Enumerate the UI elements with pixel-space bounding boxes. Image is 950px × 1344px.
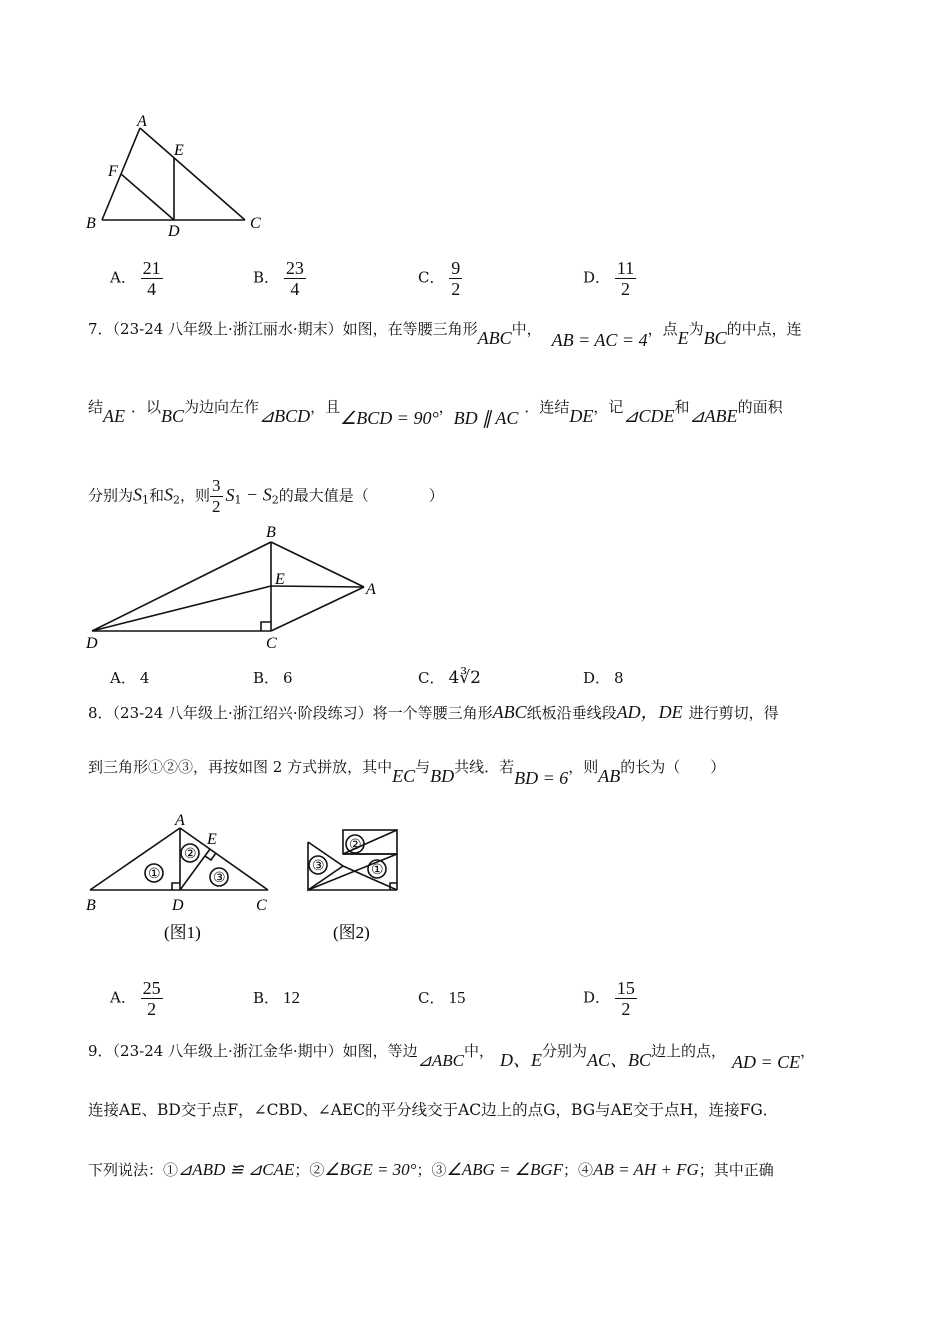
q7-label-b: B (266, 524, 276, 541)
q7-right-angle-mark (261, 622, 271, 631)
q8-line-1: 8．（23-24 八年级上·浙江绍兴·阶段练习）将一个等腰三角形ABC纸板沿垂线段AD，DE 进行剪切，得 (88, 702, 779, 722)
q7-segment-de (92, 586, 271, 631)
q8f1-label-b: B (86, 897, 96, 914)
q7-line-1: 7．（23-24 八年级上·浙江丽水·期末）如图，在等腰三角形ABC中，AB = AC = 4，点E为BC的中点，连 (88, 320, 802, 350)
q6-option-a-fraction: $\frac{21}{4}$ (142, 258, 161, 299)
q8f1-label-c: C (256, 897, 267, 914)
q7-side-ba (271, 542, 364, 587)
q6-figure (82, 110, 272, 240)
q6-label-c: C (250, 215, 261, 232)
q6-option-b-fraction: $\frac{23}{4}$ (285, 258, 304, 299)
q8f2-caption: (图2) (333, 923, 370, 942)
q7-option-a[interactable]: A． 4 (110, 669, 150, 687)
q6-side-ac (140, 128, 245, 220)
q8f1-side-ab (90, 828, 180, 890)
q8-line-2: 到三角形①②③，再按如图 2 方式拼放，其中EC与BD共线．若BD = 6，则AB的长为（ ） (88, 758, 726, 788)
q6-label-b: B (86, 215, 96, 232)
q8-option-a-fraction: $\frac{25}{2}$ (142, 978, 161, 1019)
q6-option-c[interactable]: C． $\frac{9}{2}$ (418, 258, 461, 299)
q9-line-3: 下列说法：①⊿ABD ≌ ⊿CAE；②∠BGE = 30°；③∠ABG = ∠BGF；④AB = AH + FG；其中正确 (88, 1160, 774, 1179)
q7-line-2: 结AE ．以BC为边向左作⊿BCD，且∠BCD = 90°，BD ∥ AC．连结DE，记⊿CDE和⊿ABE的面积 (88, 398, 783, 428)
q6-label-f: F (108, 163, 118, 180)
q7-label-d: D (86, 635, 98, 652)
q8f2-num-2: ② (349, 838, 362, 853)
q8-option-d[interactable]: D． $\frac{15}{2}$ (583, 978, 635, 1019)
q8f1-num-2: ② (184, 847, 197, 862)
q7-side-db (92, 542, 271, 631)
q8f1-caption: (图1) (164, 923, 201, 942)
q7-figure (82, 520, 382, 655)
q6-option-a[interactable]: A． $\frac{21}{4}$ (110, 258, 161, 299)
q6-option-d-fraction: $\frac{11}{2}$ (616, 258, 635, 299)
q8f1-label-e: E (207, 831, 217, 848)
q8-option-a[interactable]: A． $\frac{25}{2}$ (110, 978, 161, 1019)
q8-option-c[interactable]: C． 15 (418, 988, 466, 1007)
q8f2-num-3: ③ (312, 859, 325, 874)
q8-figure-2 (300, 822, 410, 952)
q8f1-num-1: ① (148, 867, 161, 882)
q8-figure-1 (82, 810, 282, 950)
q9-line-2: 连接AE、BD交于点F，∠CBD、∠AEC的平分线交于AC边上的点G，BG与AE交于点H，连接FG． (88, 1101, 779, 1119)
q7-fraction: $\frac{3}{2}$ (212, 476, 221, 516)
q8-option-d-fraction: $\frac{15}{2}$ (616, 978, 635, 1019)
q7-side-ca (271, 587, 364, 631)
q8f2-num-1: ① (371, 863, 384, 878)
q7-label-c: C (266, 635, 277, 652)
q8f1-num-3: ③ (213, 871, 226, 886)
q7-label-e: E (275, 571, 285, 588)
q6-segment-fd (121, 174, 174, 220)
q7-label-a: A (366, 581, 376, 598)
q8f1-right-angle-d (172, 883, 180, 890)
q6-option-b[interactable]: B． $\frac{23}{4}$ (253, 258, 304, 299)
q8-option-b[interactable]: B． 12 (253, 988, 301, 1007)
q6-label-d: D (168, 223, 180, 240)
q6-option-d[interactable]: D． $\frac{11}{2}$ (583, 258, 635, 299)
q7-option-c[interactable]: C． 4∛2 (418, 668, 481, 688)
q7-line-3: 分别为$S_1$和$S_2$，则 $\frac{3}{2}$ $S_1 - S_2$的最大值是（ ） (88, 476, 444, 516)
q6-label-a: A (137, 113, 147, 130)
q7-option-b[interactable]: B． 6 (253, 669, 293, 687)
q6-option-c-fraction: $\frac{9}{2}$ (451, 258, 461, 299)
q8f1-label-a: A (175, 812, 185, 829)
q7-segment-ae (271, 586, 364, 587)
q9-line-1: 9．（23-24 八年级上·浙江金华·期中）如图，等边⊿ABC中， D、E分别为AC、BC边上的点，AD = CE， (88, 1042, 816, 1072)
q8f2-cross-1 (343, 866, 397, 890)
q8f1-label-d: D (172, 897, 184, 914)
q7-option-d[interactable]: D． 8 (583, 669, 624, 687)
q6-label-e: E (174, 142, 184, 159)
